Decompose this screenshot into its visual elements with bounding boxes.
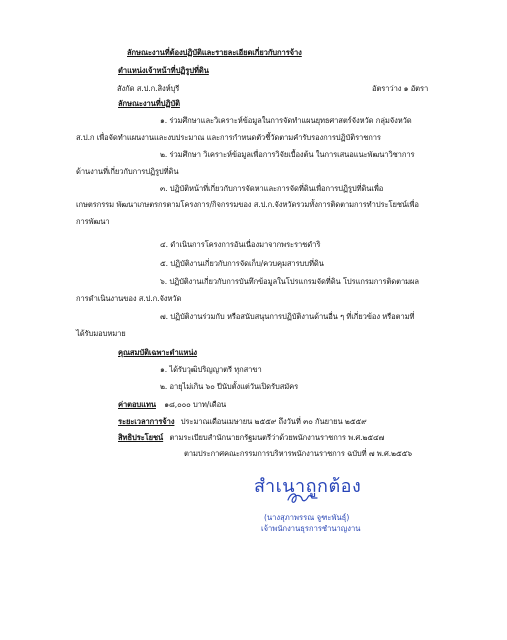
period-row (118, 417, 367, 427)
duty-2-line-1: ๒. ร่วมศึกษา วิเคราะห์ข้อมูลเพื่อการวิจัยเบื้องต้น ในการเสนอแนะพัฒนาวิชาการ (160, 150, 415, 159)
certified-copy-stamp: สำเนาถูกต้อง (254, 476, 362, 497)
benefits-line-2: ตามประกาศคณะกรรมการบริหารพนักงานราชการ ฉบับที่ ๗ พ.ศ.๒๕๕๖ (184, 449, 412, 458)
period-label: ระยะเวลาการจ้าง (118, 417, 175, 426)
office-text: สังกัด ส.ป.ก.สิงห์บุรี (117, 84, 180, 93)
duty-1-line-1: ๑. ร่วมศึกษาและวิเคราะห์ข้อมูลในการจัดทำแผนยุทธศาสตร์จังหวัด กลุ่มจังหวัด (160, 116, 412, 125)
duty-6-line-1: ๖. ปฏิบัติงานเกี่ยวกับการบันทึกข้อมูลในโปรแกรมจัดที่ดิน โปรแกรมการติดตามผล (160, 277, 419, 286)
wage-value: ๑๘,๐๐๐ บาท/เดือน (164, 400, 227, 409)
benefits-row (118, 433, 384, 443)
duties-heading: ลักษณะงานที่ปฏิบัติ (118, 99, 180, 108)
duty-2-line-2: ด้านงานที่เกี่ยวกับการปฏิรูปที่ดิน (76, 167, 179, 176)
wage-label: ค่าตอบแทน (118, 400, 156, 409)
position-heading: ตำแหน่งเจ้าหน้าที่ปฏิรูปที่ดิน (118, 66, 209, 75)
signer-position: เจ้าพนักงานธุรการชำนาญงาน (261, 524, 361, 533)
duty-7-line-1: ๗. ปฏิบัติงานร่วมกับ หรือสนับสนุนการปฏิบัติงานด้านอื่น ๆ ที่เกี่ยวข้อง หรือตามที่ (160, 312, 415, 321)
signer-name: (นางสุภาพรรณ จูฑะพันธุ์) (264, 513, 350, 522)
duty-6-line-2: การดำเนินงานของ ส.ป.ก.จังหวัด (76, 294, 182, 303)
handwritten-signature (286, 489, 320, 507)
document-title: ลักษณะงานที่ต้องปฏิบัติและรายละเอียดเกี่ยวกับการจ้าง (127, 48, 302, 57)
qualification-2: ๒. อายุไม่เกิน ๖๐ ปีนับตั้งแต่วันเปิดรับสมัคร (160, 382, 299, 391)
qualifications-heading: คุณสมบัติเฉพาะตำแหน่ง (118, 348, 198, 357)
rate-text: อัตราว่าง ๑ อัตรา (372, 84, 429, 93)
duty-4-line-1: ๔. ดำเนินการโครงการอันเนื่องมาจากพระราชดำริ (160, 240, 321, 249)
duty-3-line-2: เกษตรกรรม พัฒนาเกษตรกรตามโครงการ/กิจกรรมของ ส.ป.ก.จังหวัดรวมทั้งการติดตามการทำประโยชน์เพื่อ (76, 200, 419, 209)
duty-3-line-3: การพัฒนา (76, 217, 110, 226)
duty-3-line-1: ๓. ปฏิบัติหน้าที่เกี่ยวกับการจัดหาและการจัดที่ดินเพื่อการปฏิรูปที่ดินเพื่อ (160, 184, 384, 193)
duty-7-line-2: ได้รับมอบหมาย (76, 329, 126, 338)
benefits-label: สิทธิประโยชน์ (118, 433, 164, 442)
qualification-1: ๑. ได้รับวุฒิปริญญาตรี ทุกสาขา (160, 365, 262, 374)
duty-5-line-1: ๕. ปฏิบัติงานเกี่ยวกับการจัดเก็บ/ควบคุมสารบบที่ดิน (160, 259, 324, 268)
period-value: ประมาณเดือนเมษายน ๒๕๕๙ ถึงวันที่ ๓๐ กันยายน ๒๕๕๙ (180, 417, 367, 426)
benefits-line-1: ตามระเบียบสำนักนายกรัฐมนตรีว่าด้วยพนักงานราชการ พ.ศ.๒๕๔๗ (169, 433, 385, 442)
duty-1-line-2: ส.ป.ก เพื่อจัดทำแผนงานและงบประมาณ และการกำหนดตัวชี้วัดตามคำรับรองการปฏิบัติราชการ (76, 133, 381, 142)
wage-row (118, 400, 226, 410)
